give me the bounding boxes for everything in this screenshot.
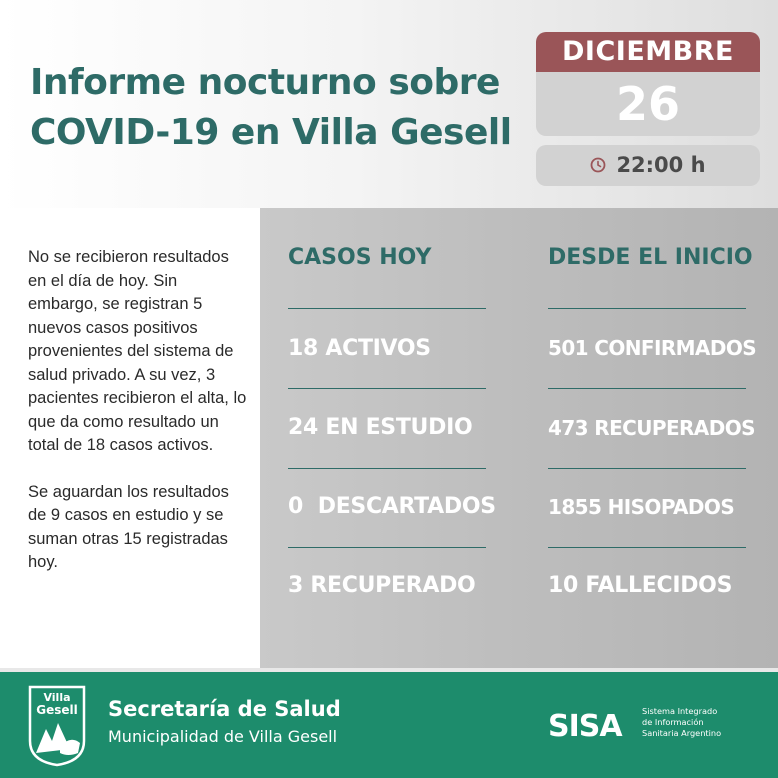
today-heading: CASOS HOY bbox=[288, 245, 432, 270]
sisa-description bbox=[642, 706, 752, 739]
logo-text-villa: Villa bbox=[43, 691, 71, 704]
date-month: DICIEMBRE bbox=[536, 32, 760, 72]
stat-total-recovered: 473 RECUPERADOS bbox=[548, 416, 755, 440]
divider bbox=[548, 468, 746, 469]
sisa-desc-line: de Información bbox=[642, 717, 704, 727]
divider bbox=[548, 547, 746, 548]
villa-gesell-logo-icon bbox=[24, 683, 90, 767]
divider bbox=[288, 547, 486, 548]
sisa-desc-line: Sistema Integrado bbox=[642, 706, 718, 716]
report-text bbox=[28, 246, 250, 575]
stat-today-active: 18 ACTIVOS bbox=[288, 336, 431, 361]
report-paragraph-1: No se recibieron resultados en el día de hoy. Sin embargo, se registran 5 nuevos casos positivos provenientes del sistema de salud privado. A su vez, 3 pacientes recibieron el alta, lo que da como resultado un total de 18 casos activos. bbox=[28, 248, 247, 454]
report-time bbox=[536, 145, 760, 186]
stat-today-discarded: 0 DESCARTADOS bbox=[288, 494, 496, 519]
report-paragraph-2: Se aguardan los resultados de 9 casos en estudio y se suman otras 15 registradas hoy. bbox=[28, 482, 229, 571]
sisa-logo-text: SISA bbox=[548, 709, 622, 743]
title-line-1: Informe nocturno sobre bbox=[30, 62, 500, 103]
sisa-desc-line: Sanitaria Argentino bbox=[642, 728, 722, 738]
org-subtitle: Municipalidad de Villa Gesell bbox=[108, 727, 338, 746]
total-heading: DESDE EL INICIO bbox=[548, 245, 753, 270]
stat-today-recovered: 3 RECUPERADO bbox=[288, 573, 476, 598]
sisa-logo-icon bbox=[548, 703, 638, 743]
time-label: 22:00 h bbox=[616, 153, 706, 177]
logo-text-gesell: Gesell bbox=[36, 703, 78, 717]
title-line-2: COVID-19 en Villa Gesell bbox=[30, 112, 512, 153]
stat-total-confirmed: 501 CONFIRMADOS bbox=[548, 336, 757, 360]
stat-today-in-study: 24 EN ESTUDIO bbox=[288, 415, 473, 440]
divider bbox=[548, 308, 746, 309]
clock-icon bbox=[590, 157, 606, 173]
divider bbox=[288, 468, 486, 469]
org-title: Secretaría de Salud bbox=[108, 697, 341, 721]
divider bbox=[548, 388, 746, 389]
divider bbox=[288, 308, 486, 309]
divider bbox=[288, 388, 486, 389]
date-day: 26 bbox=[536, 72, 760, 136]
stat-total-swabs: 1855 HISOPADOS bbox=[548, 495, 735, 519]
page-title bbox=[30, 58, 510, 158]
stat-total-deaths: 10 FALLECIDOS bbox=[548, 573, 733, 598]
